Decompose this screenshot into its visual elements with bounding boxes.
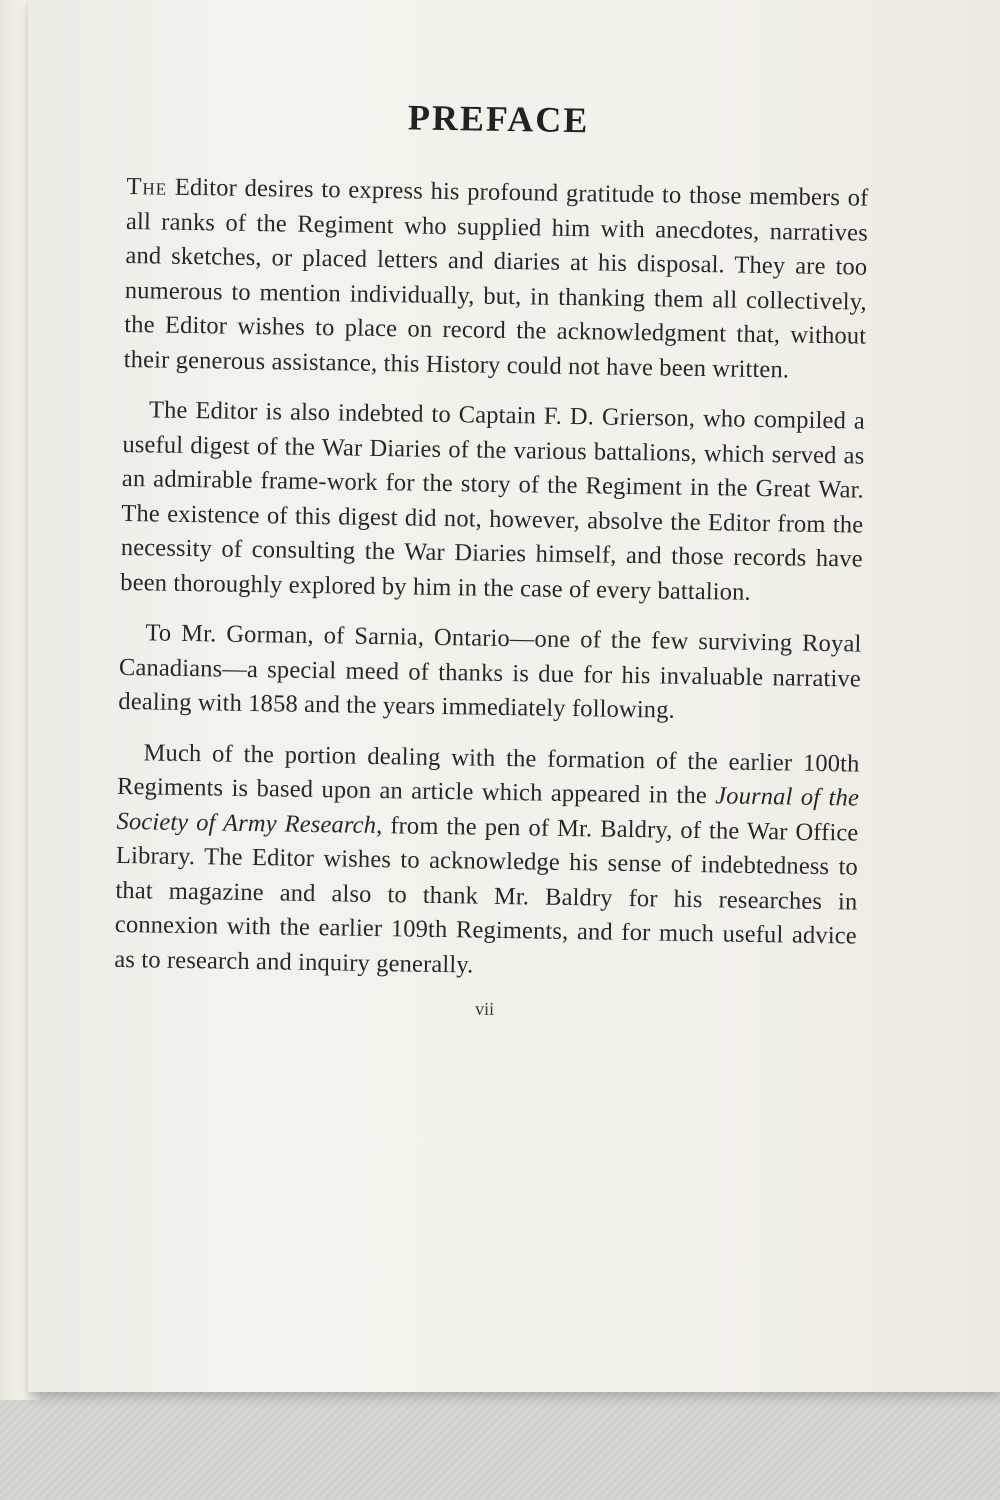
paragraph-4-before: Much of the portion dealing with the formation of the earlier 100th Regiments is based upon an article which appeared in the bbox=[116, 738, 860, 810]
paragraph-1-lead: The bbox=[126, 172, 168, 201]
paragraph-1 bbox=[124, 170, 869, 389]
journal-title: Journal of the Society of Army Research, bbox=[116, 782, 860, 839]
paragraph-4 bbox=[114, 735, 860, 988]
paragraph-1-text: Editor desires to express his profound gratitude to those members of all ranks of the Regiment who supplied him with anecdotes, narratives and sketches, or placed letters and diaries at his disposal. They are too numerous to mention individually, but, in thanking them all collectively, the Editor wishes to place on record the acknowledgment that, without their generous assistance, this History could not have been written. bbox=[123, 173, 869, 383]
page-content bbox=[114, 92, 870, 1026]
paragraph-2: The Editor is also indebted to Captain F. D. Grierson, who compiled a useful digest of the War Diaries of the various battalions, which served as an admirable frame-work for the story of the Regiment in the Great War. The existence of this digest did not, however, absolve the Editor from the necessity of consulting the War Diaries himself, and those records have been thoroughly explored by him in the case of every battalion. bbox=[120, 396, 866, 606]
book-page bbox=[28, 0, 1000, 1392]
page-number: vii bbox=[474, 998, 495, 1019]
paragraph-4-after: from the pen of Mr. Baldry, of the War Office Library. The Editor wishes to acknowledge his sense of indebtedness to that magazine and also to thank Mr. Baldry for his researches in connexion with the earlier 109th Regiments, and for much useful advice as to research and inquiry generally. bbox=[114, 811, 859, 979]
paragraph-3: To Mr. Gorman, of Sarnia, Ontario—one of the few surviving Royal Canadians—a special meed of thanks is due for his invaluable narrative dealing with 1858 and the years immediately following. bbox=[118, 619, 862, 724]
page-title: PREFACE bbox=[407, 97, 590, 141]
